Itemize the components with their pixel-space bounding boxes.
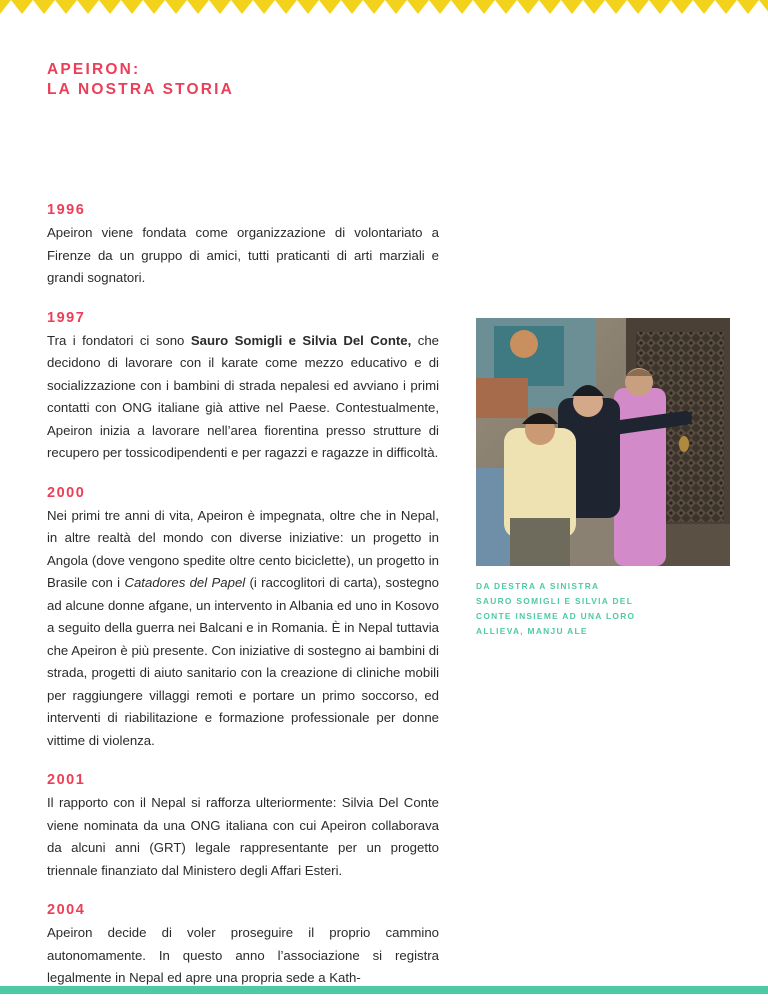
project-name: Catadores del Papel (124, 575, 246, 590)
timeline (47, 200, 439, 1008)
caption-line-1: DA DESTRA A SINISTRA (476, 581, 600, 591)
entry-text-after: (i raccoglitori di carta), sostegno ad alcune donne afgane, un intervento in Albania ed uno in Kosovo a seguito della guerra nei Balcani e in Romania. È in Nepal tuttavia che Apeiron è più presente. Con iniziative di sostegno ai bambini di strada, progetti di aiuto sanitario con la creazione di cliniche mobili per raggiungere villaggi remoti e portare un primo soccorso, ed interventi di riabilitazione e formazione professionale per donne vittime di violenza. (47, 575, 440, 748)
year-label: 1996 (47, 202, 86, 218)
caption-line-3: CONTE INSIEME AD UNA LORO (476, 611, 636, 621)
photo-caption (476, 579, 738, 639)
entry-text-before: Tra i fondatori ci sono (47, 332, 191, 348)
timeline-entry-1996 (47, 200, 439, 290)
timeline-entry-1997 (47, 308, 439, 465)
founders-photo (476, 318, 730, 566)
entry-text: Il rapporto con il Nepal si rafforza ulteriormente: Silvia Del Conte viene nominata da una ONG italiana con cui Apeiron collaborava da alcuni anni (GRT) legale rappresentante per un progetto triennale finanziato dal Ministero degli Affari Esteri. (47, 795, 439, 878)
caption-line-2: SAURO SOMIGLI E SILVIA DEL (476, 596, 634, 606)
page-title (47, 60, 234, 100)
zigzag-top-border (0, 0, 768, 22)
title-line-2: LA NOSTRA STORIA (47, 81, 235, 98)
entry-text (47, 330, 439, 465)
year-label: 2001 (47, 772, 86, 788)
year-label: 1997 (47, 309, 86, 326)
entry-text-before: Nei primi tre anni di vita, Apeiron è impegnata, oltre che in Nepal, in altre realtà del mondo con diverse iniziative: un progetto in Angola (dove vengono spedite oltre cento biciclette), un progetto in Brasile con i (47, 507, 439, 590)
founders-names: Sauro Somigli e Silvia Del Conte, (190, 332, 412, 348)
entry-text-after: che decidono di lavorare con il karate come mezzo educativo e di socializzazione con i bambini di strada nepalesi ed avviano i primi contatti con ONG italiane già attive nel Paese. Contestualmente, Apeiron inizia a lavorare nell’area fiorentina presso strutture di recupero per tossicodipendenti e per ragazzi e ragazze in difficoltà. (47, 332, 439, 460)
year-label: 2000 (47, 484, 86, 501)
entry-text: Apeiron decide di voler proseguire il proprio cammino autonomamente. In questo anno l’associazione si registra legalmente in Nepal ed apre una propria sede a Kath- (47, 925, 439, 985)
timeline-entry-2001 (47, 770, 439, 882)
timeline-entry-2000 (47, 483, 439, 753)
entry-text (47, 505, 439, 753)
entry-text: Apeiron viene fondata come organizzazione di volontariato a Firenze da un gruppo di amici, tutti praticanti di arti marziali e grandi sognatori. (47, 225, 439, 285)
year-label: 2004 (47, 902, 86, 918)
title-line-1: APEIRON: (47, 61, 141, 78)
timeline-entry-2004 (47, 900, 439, 990)
caption-line-4: ALLIEVA, MANJU ALE (476, 626, 588, 636)
bottom-accent-bar (0, 986, 768, 994)
